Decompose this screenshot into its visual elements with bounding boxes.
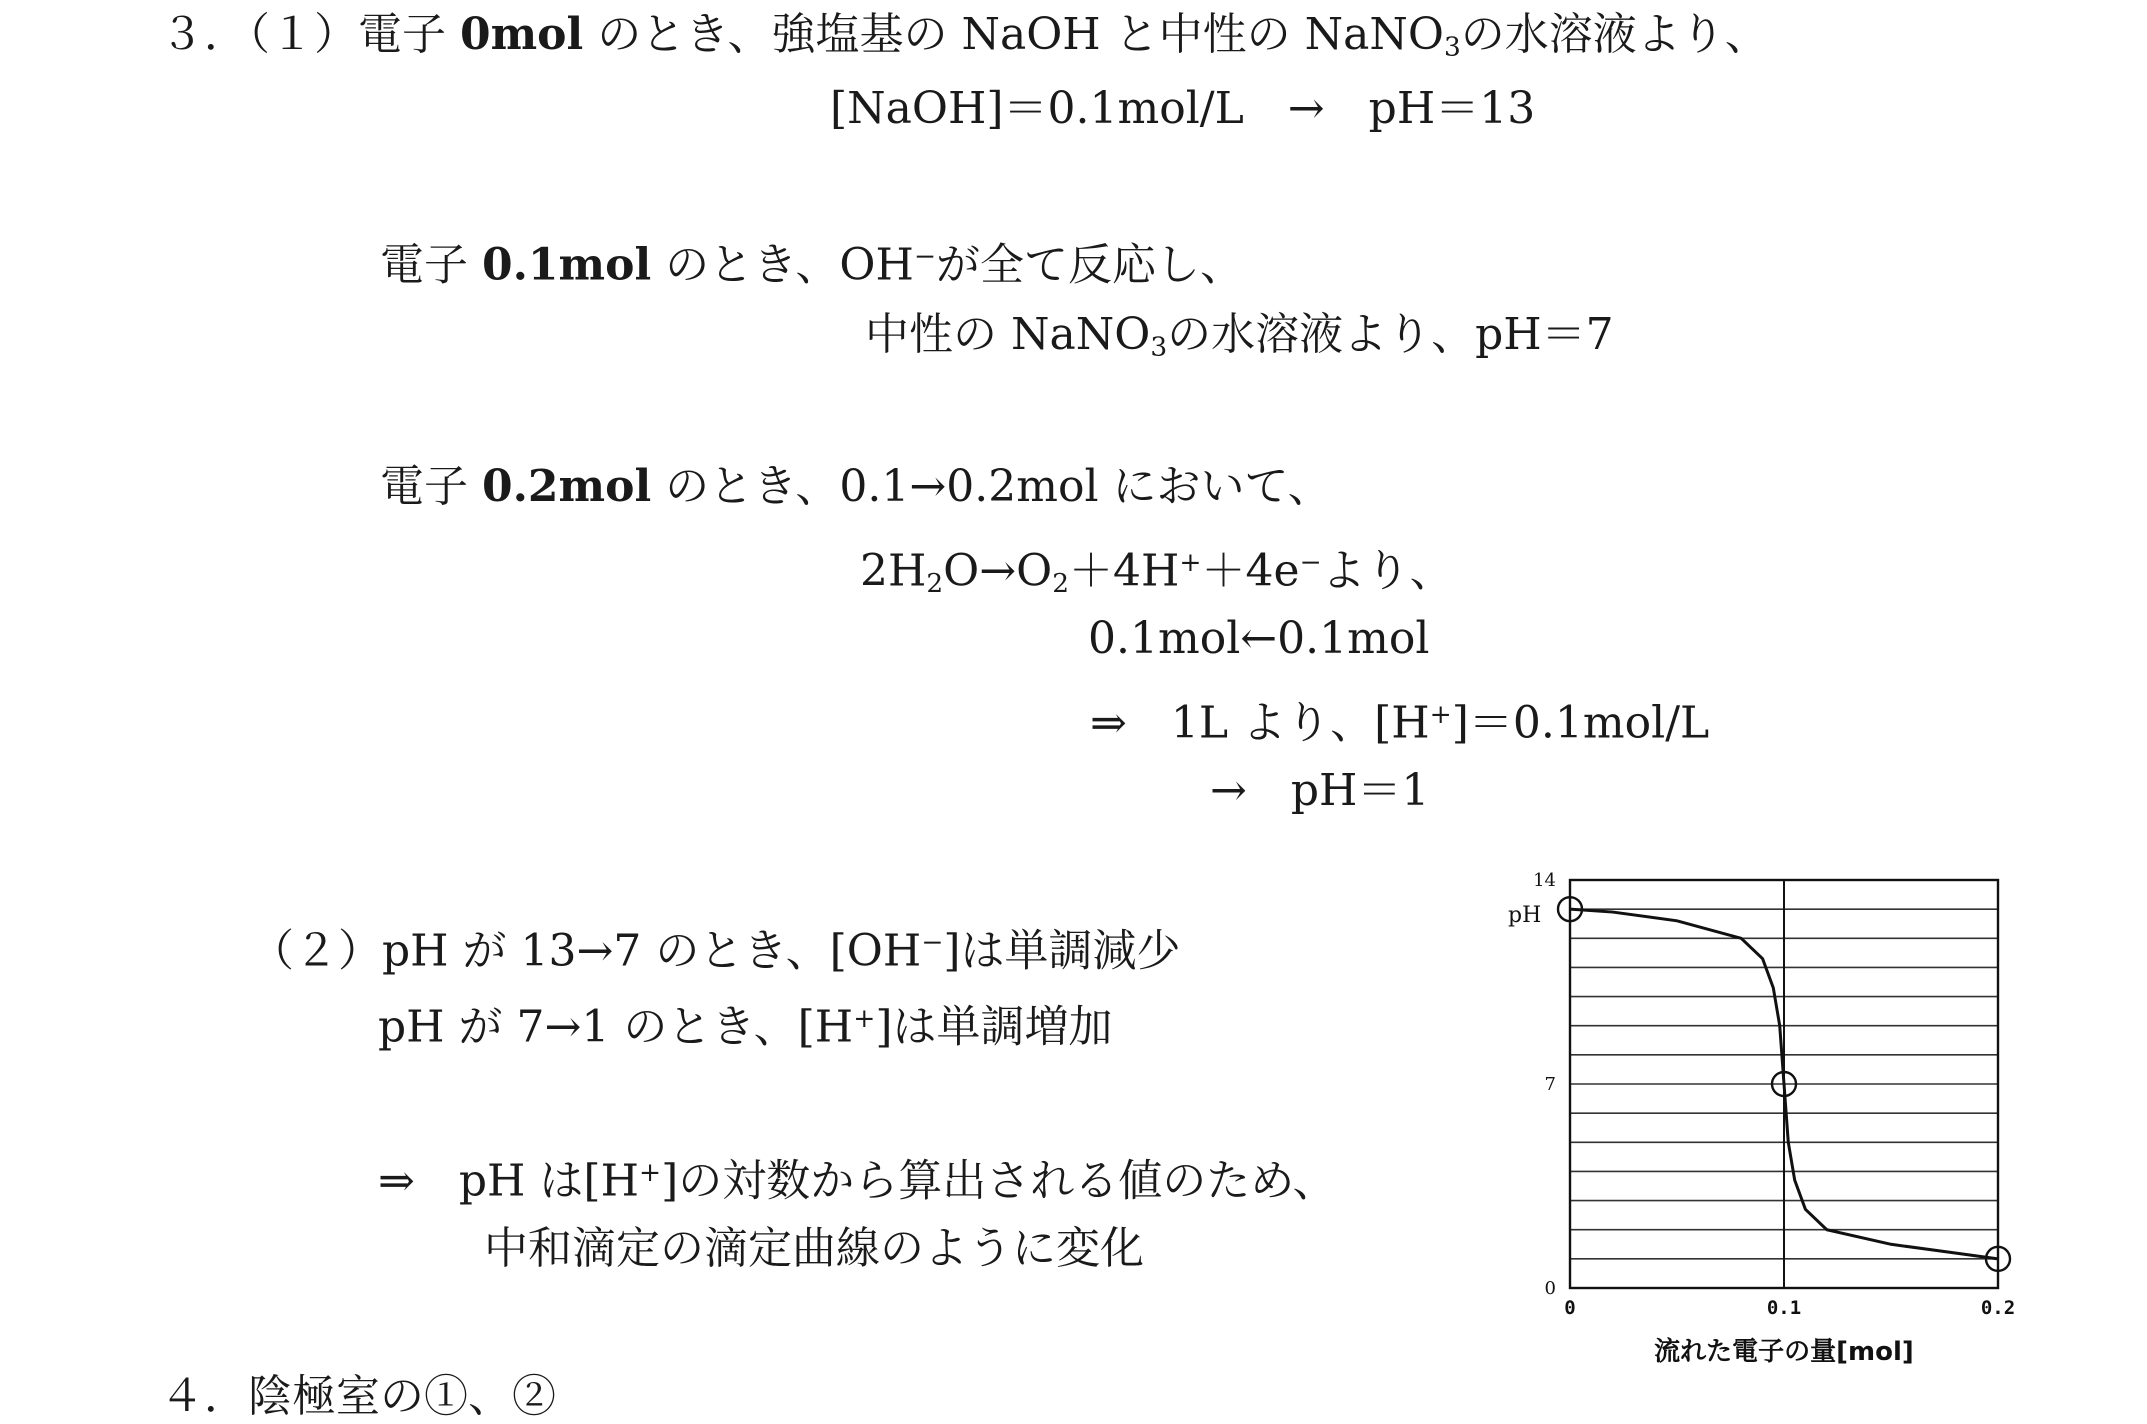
text: のとき、強塩基の <box>597 9 948 60</box>
text: のとき、0.1→0.2mol <box>665 461 1099 512</box>
text: NaNO <box>1304 9 1444 60</box>
text: ４．陰極室の①、② <box>160 1371 556 1422</box>
x-axis-label: 流れた電子の量[mol] <box>1654 1337 1914 1367</box>
text: 0mol <box>460 9 584 60</box>
q3-2-line-2 <box>378 992 1112 1055</box>
q3-line-3 <box>380 230 1244 293</box>
superscript: − <box>1299 547 1322 578</box>
q3-line-7 <box>1088 612 1429 666</box>
y-tick-label: 7 <box>1544 1074 1556 1095</box>
text: ＋4H <box>1068 545 1180 597</box>
superscript: + <box>1429 699 1452 730</box>
q3-line-9 <box>1210 764 1429 818</box>
y-tick-label: 0 <box>1544 1278 1556 1299</box>
text: ]＝0.1mol/L <box>1451 697 1710 749</box>
q3-line-1 <box>160 8 1769 75</box>
text: 中性の <box>865 309 997 360</box>
q3-line-6 <box>860 536 1454 611</box>
text: NaNO <box>1011 309 1151 360</box>
q3-number: ３．（１） <box>160 9 358 60</box>
text: 0.1mol <box>482 239 652 291</box>
q3-line-2 <box>830 82 1535 136</box>
x-tick-label: 0.2 <box>1980 1297 2016 1319</box>
q3-2-line-4 <box>484 1222 1144 1276</box>
text: のとき、[OH <box>655 925 922 977</box>
superscript: − <box>913 241 936 272</box>
text: ⇒ pH <box>378 1155 526 1207</box>
superscript: + <box>638 1157 662 1188</box>
text: ]は単調減少 <box>943 925 1181 977</box>
text: より、[H <box>1242 697 1430 749</box>
text: ＋4e <box>1201 545 1300 597</box>
text: ]は単調増加 <box>875 1001 1113 1053</box>
superscript: + <box>853 1003 876 1034</box>
q3-line-4 <box>865 308 1614 375</box>
y-axis-label: pH <box>1508 903 1542 928</box>
text: pH <box>382 925 449 977</box>
ph-chart-svg <box>1490 860 2030 1400</box>
text: が <box>458 1001 503 1053</box>
text: のとき、[H <box>623 1001 854 1053</box>
q3-line-5 <box>380 460 1332 514</box>
text: [NaOH]＝0.1mol/L → pH＝13 <box>830 83 1536 134</box>
q4-line <box>160 1370 556 1424</box>
superscript: + <box>1179 547 1202 578</box>
subscript: 3 <box>1443 31 1461 63</box>
x-tick-label: 0.1 <box>1766 1297 1802 1319</box>
y-tick-label: 14 <box>1533 870 1556 891</box>
text: は[H <box>539 1155 639 1207</box>
text: より、 <box>1321 545 1454 597</box>
text: が全て反応し、 <box>935 239 1244 291</box>
text: 電子 <box>380 461 468 512</box>
text: 0.1mol←0.1mol <box>1088 613 1430 664</box>
text: が <box>462 925 507 977</box>
text: 13→7 <box>520 925 642 977</box>
text: において、 <box>1112 461 1332 512</box>
ph-chart <box>1490 860 2030 1400</box>
text: の水溶液より、pH＝7 <box>1167 309 1614 360</box>
text: O→O <box>943 545 1053 597</box>
text: 2H <box>860 545 927 597</box>
text: 7→1 <box>516 1001 610 1053</box>
text: と中性の <box>1114 9 1291 60</box>
x-tick-label: 0 <box>1564 1297 1576 1319</box>
text: のとき、OH <box>665 239 914 291</box>
text: → pH＝1 <box>1210 765 1430 816</box>
text: pH <box>378 1001 445 1053</box>
q3-2-line-3 <box>378 1146 1336 1209</box>
text: の水溶液より、 <box>1460 9 1769 60</box>
text: 電子 <box>358 9 446 60</box>
q3-2-number: （２） <box>250 925 382 977</box>
subscript: 2 <box>926 568 944 600</box>
text: 0.2mol <box>482 461 652 512</box>
text: ]の対数から算出される値のため、 <box>661 1155 1337 1207</box>
text: NaOH <box>961 9 1101 60</box>
text: ⇒ 1L <box>1090 697 1229 749</box>
superscript: − <box>921 927 944 958</box>
text: 中和滴定の滴定曲線のように変化 <box>484 1223 1144 1274</box>
q3-2-line-1 <box>250 916 1181 979</box>
subscript: 2 <box>1052 568 1069 600</box>
q3-line-8 <box>1090 688 1709 751</box>
text: 電子 <box>380 239 468 291</box>
subscript: 3 <box>1150 331 1168 363</box>
